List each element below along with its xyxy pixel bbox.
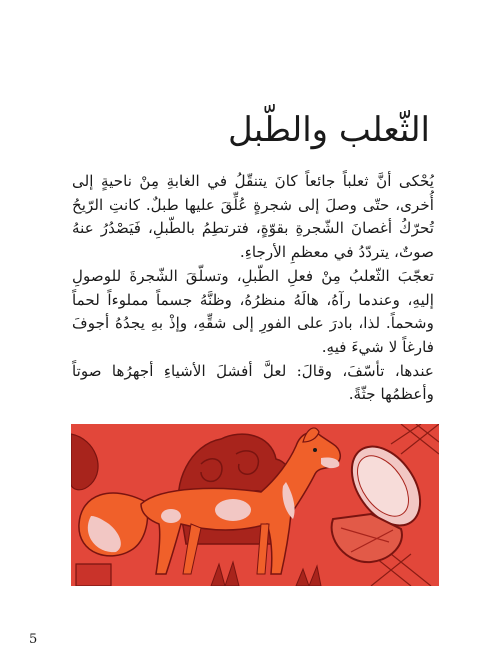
story-title: الثّعلب والطّبل [227, 110, 430, 150]
paragraph-1: يُحْكى أنَّ ثعلباً جائعاً كانَ يتنقّلُ في الغابةِ مِنْ ناحيةٍ إلى أُخرى، حتّى وصلَ إلى شجرةٍ عُلِّقَ عليها طبلٌ. كانتِ الرّيحُ تُحرّكُ أغصانَ الشّجرةِ بقوّةٍ، فترتطِمُ بالطّبلِ، فَيَصْدُرُ عنهُ صوتٌ، يتردّدُ في معظمِ الأرجاءِ. [72, 172, 434, 262]
fox-drum-illustration [71, 424, 439, 586]
page-number: 5 [29, 632, 38, 647]
paragraph-3: عندها، تأسّفَ، وقالَ: لعلَّ أفشلَ الأشياءِ أجهرُها صوتاً وأعظمُها جثّةً. [72, 361, 434, 404]
story-body [72, 170, 434, 407]
paragraph-2: تعجّبَ الثّعلبُ مِنْ فعلِ الطّبلِ، وتسلّقَ الشّجرةَ للوصولِ إليهِ، وعندما رآهُ، هالَهُ منظرُهُ، وظنَّهُ جسماً مملوءاً لحماً وشحماً. لذا، بادرَ على الفورِ إلى شقِّهِ، وإذْ بهِ يجدُهُ أجوفَ فارغاً لا شيءَ فيهِ. [72, 266, 434, 356]
